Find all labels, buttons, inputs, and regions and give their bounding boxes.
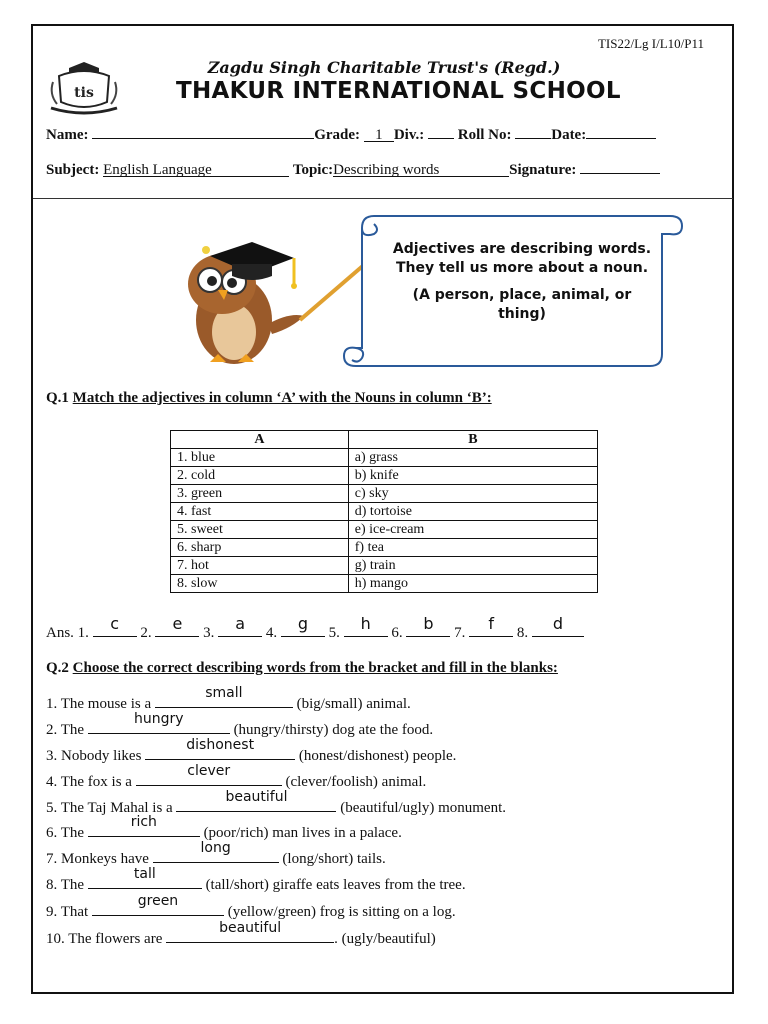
- fill-suffix: (yellow/green) frog is sitting on a log.: [223, 904, 456, 920]
- fill-prefix: 5. The Taj Mahal is a: [46, 800, 177, 816]
- fill-item: [46, 685, 411, 713]
- table-row: [171, 485, 598, 503]
- grade-value: 1: [375, 127, 383, 143]
- answer-number: 3.: [203, 625, 215, 641]
- adjective-cell: 5. sweet: [171, 521, 349, 539]
- note-examples: (A person, place, animal, or thing): [412, 287, 632, 322]
- answer-number: 5.: [328, 625, 340, 641]
- answer-value: h: [360, 614, 371, 633]
- fill-prefix: 2. The: [46, 722, 88, 738]
- noun-cell: a) grass: [348, 449, 597, 467]
- fill-blank[interactable]: [88, 711, 230, 734]
- answer-value: f: [488, 614, 494, 633]
- question-2-heading: [46, 660, 558, 677]
- answer-blank[interactable]: [218, 614, 262, 637]
- fill-blank[interactable]: [155, 685, 293, 708]
- answer-value: g: [297, 614, 308, 633]
- adjective-cell: 7. hot: [171, 557, 349, 575]
- match-table: [170, 430, 598, 593]
- fill-blank[interactable]: [145, 737, 295, 760]
- fill-suffix: (honest/dishonest) people.: [295, 748, 457, 764]
- fill-item: [46, 893, 456, 921]
- answer-number: 7.: [454, 625, 466, 641]
- fill-suffix: . (ugly/beautiful): [334, 931, 436, 947]
- answer-label: Ans.: [46, 625, 74, 641]
- question-2-number: Q.2: [46, 660, 69, 676]
- noun-cell: g) train: [348, 557, 597, 575]
- answer-value: e: [172, 614, 183, 633]
- table-row: [171, 449, 598, 467]
- fill-prefix: 3. Nobody likes: [46, 748, 146, 764]
- fill-answer: small: [205, 685, 243, 701]
- fill-prefix: 9. That: [46, 904, 92, 920]
- answer-number: 8.: [516, 625, 529, 641]
- question-1-text: Match the adjectives in column ‘A’ with the Nouns in column ‘B’:: [72, 390, 492, 406]
- noun-cell: e) ice-cream: [348, 521, 597, 539]
- date-field[interactable]: [586, 124, 656, 139]
- note-definition: Adjectives are describing words. They tell us more about a noun.: [392, 241, 652, 276]
- header-divider: [33, 198, 733, 199]
- fill-answer: green: [137, 893, 179, 909]
- answer-value: a: [235, 614, 246, 633]
- name-field[interactable]: [92, 124, 314, 139]
- fill-item: [46, 737, 457, 765]
- fill-blank[interactable]: [153, 840, 279, 863]
- answer-blank[interactable]: [155, 614, 199, 637]
- answer-value: b: [423, 614, 434, 633]
- table-row: [171, 539, 598, 557]
- column-b-header: B: [348, 431, 597, 449]
- grade-label: Grade:: [314, 127, 361, 143]
- fill-answer: rich: [130, 814, 157, 830]
- subject-label: Subject:: [46, 162, 100, 178]
- school-name: THAKUR INTERNATIONAL SCHOOL: [176, 78, 621, 104]
- table-row: [171, 467, 598, 485]
- roll-field[interactable]: [515, 124, 551, 139]
- noun-cell: b) knife: [348, 467, 597, 485]
- roll-label: Roll No:: [457, 127, 512, 143]
- answer-blank[interactable]: [406, 614, 450, 637]
- div-field[interactable]: [428, 124, 454, 139]
- fill-answer: clever: [187, 763, 231, 779]
- grade-field[interactable]: [364, 127, 394, 142]
- adjective-cell: 4. fast: [171, 503, 349, 521]
- answer-blank[interactable]: [281, 614, 325, 637]
- answer-blank[interactable]: [532, 614, 584, 637]
- table-row: [171, 557, 598, 575]
- fill-prefix: 8. The: [46, 877, 88, 893]
- fill-prefix: 6. The: [46, 825, 88, 841]
- fill-suffix: (big/small) animal.: [292, 696, 411, 712]
- signature-label: Signature:: [509, 162, 577, 178]
- div-label: Div.:: [393, 127, 425, 143]
- answer-blank[interactable]: [344, 614, 388, 637]
- question-1-heading: [46, 390, 492, 407]
- adjective-cell: 1. blue: [171, 449, 349, 467]
- adjective-cell: 6. sharp: [171, 539, 349, 557]
- answer-value: c: [110, 614, 120, 633]
- adjective-cell: 3. green: [171, 485, 349, 503]
- fill-blank[interactable]: [88, 814, 200, 837]
- answer-blank[interactable]: [93, 614, 137, 637]
- noun-cell: f) tea: [348, 539, 597, 557]
- adjective-cell: 2. cold: [171, 467, 349, 485]
- fill-item: [46, 814, 402, 842]
- document-code: TIS22/Lg I/L10/P11: [597, 36, 704, 51]
- fill-suffix: (poor/rich) man lives in a palace.: [199, 825, 402, 841]
- fill-item: [46, 866, 466, 894]
- column-a-header: A: [171, 431, 349, 449]
- noun-cell: h) mango: [348, 575, 597, 593]
- fill-item: [46, 840, 386, 868]
- fill-answer: beautiful: [219, 920, 282, 936]
- question-1-answers: [46, 614, 584, 642]
- fill-blank[interactable]: [176, 789, 336, 812]
- table-header-row: [171, 431, 598, 449]
- fill-prefix: 10. The flowers are: [46, 931, 167, 947]
- adjective-cell: 8. slow: [171, 575, 349, 593]
- school-logo-icon: [47, 58, 121, 118]
- subject-value: English Language: [103, 162, 212, 178]
- fill-prefix: 4. The fox is a: [46, 774, 136, 790]
- fill-blank[interactable]: [88, 866, 202, 889]
- signature-field[interactable]: [580, 159, 660, 174]
- answer-number: 6.: [391, 625, 403, 641]
- answer-number: 1.: [77, 625, 89, 641]
- fill-answer: hungry: [134, 711, 184, 727]
- answer-value: d: [552, 614, 563, 633]
- fill-answer: beautiful: [225, 789, 288, 805]
- table-row: [171, 521, 598, 539]
- fill-prefix: 1. The mouse is a: [46, 696, 155, 712]
- fill-blank[interactable]: [92, 893, 224, 916]
- fill-suffix: (tall/short) giraffe eats leaves from the tree.: [201, 877, 466, 893]
- noun-cell: c) sky: [348, 485, 597, 503]
- fill-suffix: (long/short) tails.: [278, 851, 386, 867]
- fill-prefix: 7. Monkeys have: [46, 851, 153, 867]
- table-row: [171, 575, 598, 593]
- subject-row: [46, 159, 660, 179]
- question-2-text: Choose the correct describing words from the bracket and fill in the blanks:: [72, 660, 558, 676]
- topic-label: Topic:: [292, 162, 334, 178]
- fill-item: [46, 711, 434, 739]
- answer-number: 4.: [265, 625, 278, 641]
- fill-answer: tall: [133, 866, 156, 882]
- name-label: Name:: [46, 127, 89, 143]
- adjective-definition-note: [392, 240, 652, 324]
- trust-name: Zagdu Singh Charitable Trust's (Regd.): [207, 58, 561, 77]
- fill-answer: long: [200, 840, 231, 856]
- student-info-row: [46, 124, 656, 144]
- fill-suffix: (hungry/thirsty) dog ate the food.: [229, 722, 434, 738]
- topic-field[interactable]: [333, 162, 509, 177]
- fill-item: [46, 920, 436, 948]
- date-label: Date:: [551, 127, 587, 143]
- fill-suffix: (beautiful/ugly) monument.: [336, 800, 507, 816]
- answer-blank[interactable]: [469, 614, 513, 637]
- table-row: [171, 503, 598, 521]
- noun-cell: d) tortoise: [348, 503, 597, 521]
- svg-text:tis: tis: [74, 85, 94, 101]
- question-1-number: Q.1: [46, 390, 69, 406]
- fill-blank[interactable]: [136, 763, 282, 786]
- topic-value: Describing words: [333, 162, 440, 178]
- subject-field[interactable]: [103, 162, 289, 177]
- fill-item: [46, 763, 427, 791]
- fill-blank[interactable]: [166, 920, 334, 943]
- fill-suffix: (clever/foolish) animal.: [281, 774, 427, 790]
- answer-number: 2.: [140, 625, 152, 641]
- fill-answer: dishonest: [186, 737, 255, 753]
